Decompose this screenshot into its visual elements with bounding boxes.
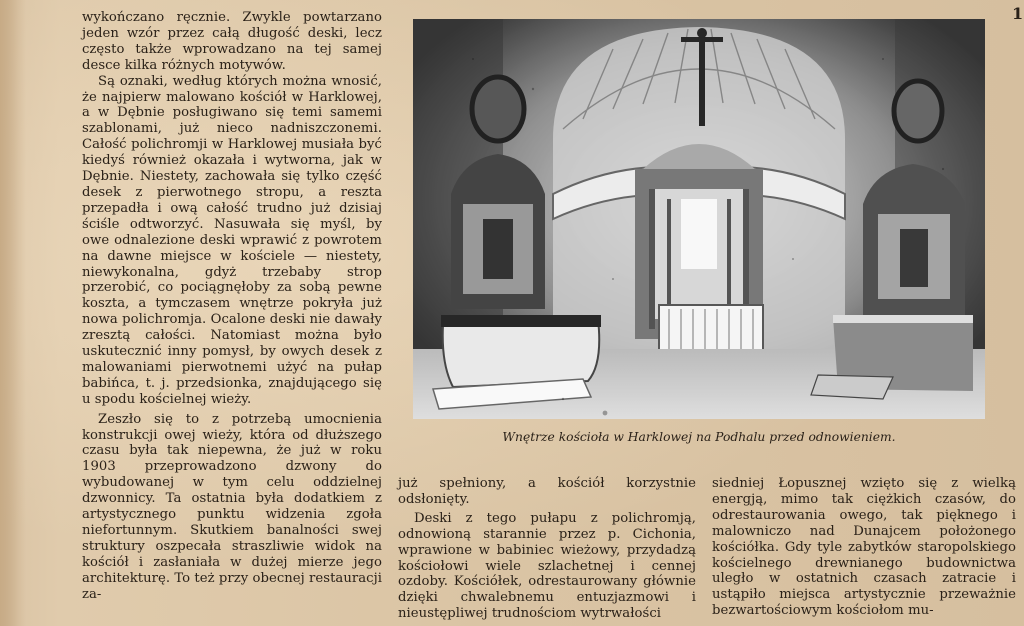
photo-drawing xyxy=(413,19,985,419)
text-column-left xyxy=(82,10,382,603)
text-column-middle xyxy=(398,476,696,622)
paragraph: wykończano ręcznie. Zwykle powtarzano jeden wzór przez całą długość deski, lecz często także wprowadzano na tej samej desce kilka różnych motywów. xyxy=(82,10,382,73)
paragraph: siedniej Łopusznej wzięto się z wielką energją, mimo tak ciężkich czasów, do odrestaurowania owego, tak pięknego i malowniczo nad Dunajcem położonego kościółka. Gdy tyle zabytków staropolskiego kościelnego drewnianego budownictwa uległo w ostatnich czasach zatracie i ustąpiło miejsca artystycznie przeważnie bezwartościowym kościołom mu- xyxy=(712,476,1016,619)
church-interior-photo xyxy=(413,19,985,419)
paragraph: Deski z tego pułapu z polichromją, odnowioną starannie przez p. Cichonia, wprawione w babiniec wieżowy, przydadzą kościołowi wiele szlachetnej i cennej ozdoby. Kościółek, odrestaurowany głównie dzięki chwalebnemu entuzjazmowi i nieustępliwej trudnościom wytrwałości xyxy=(398,510,696,622)
paragraph: już spełniony, a kościół korzystnie odsłonięty. xyxy=(398,476,696,507)
paper-edge-shadow xyxy=(0,0,26,626)
paragraph: Są oznaki, według których można wnosić, że najpierw malowano kościół w Harklowej, a w Dębnie posługiwano się temi samemi szablonami, już nieco nadniszczonemi. Całość polichromji w Harklowej musiała być kiedyś również okazała i wytworna, jak w Dębnie. Niestety, zachowała się tylko część desek z pierwotnego stropu, a reszta przepadła i ową całość trudno już dzisiaj ściśle odtworzyć. Nasuwała się myśl, by owe odnalezione deski wprawić z powrotem na dawne miejsce w kościele — niestety, niewykonalna, gdyż trzebaby strop przerobić, co pociągnęłoby za sobą pewne koszta, a tymczasem wnętrze pokryła już nowa polichromja. Ocalone deski nie dawały zresztą całości. Natomiast można było uskutecznić inny pomysł, by owych desek z malowaniami pierwotnemi użyć na pułap babińca, t. j. przedsionka, znajdującego się u spodu kościelnej wieży. xyxy=(82,73,382,407)
page-number-fragment: 1 xyxy=(1012,4,1024,23)
text-column-right xyxy=(712,476,1016,619)
paragraph: Zeszło się to z potrzebą umocnienia konstrukcji owej wieży, która od dłuższego czasu była tak niepewna, że już w roku 1903 przeprowadzono dzwony do wybudowanej w tym celu oddzielnej dzwonnicy. Ta ostatnia była dodatkiem z artystycznego punktu widzenia zgoła niefortunnym. Skutkiem banalności swej struktury oszpecała straszliwie widok na kościół i zasłaniała w dużej mierze jego architekturę. To też przy obecnej restauracji za- xyxy=(82,411,382,602)
photo-caption: Wnętrze kościoła w Harklowej na Podhalu przed odnowieniem. xyxy=(502,430,896,444)
